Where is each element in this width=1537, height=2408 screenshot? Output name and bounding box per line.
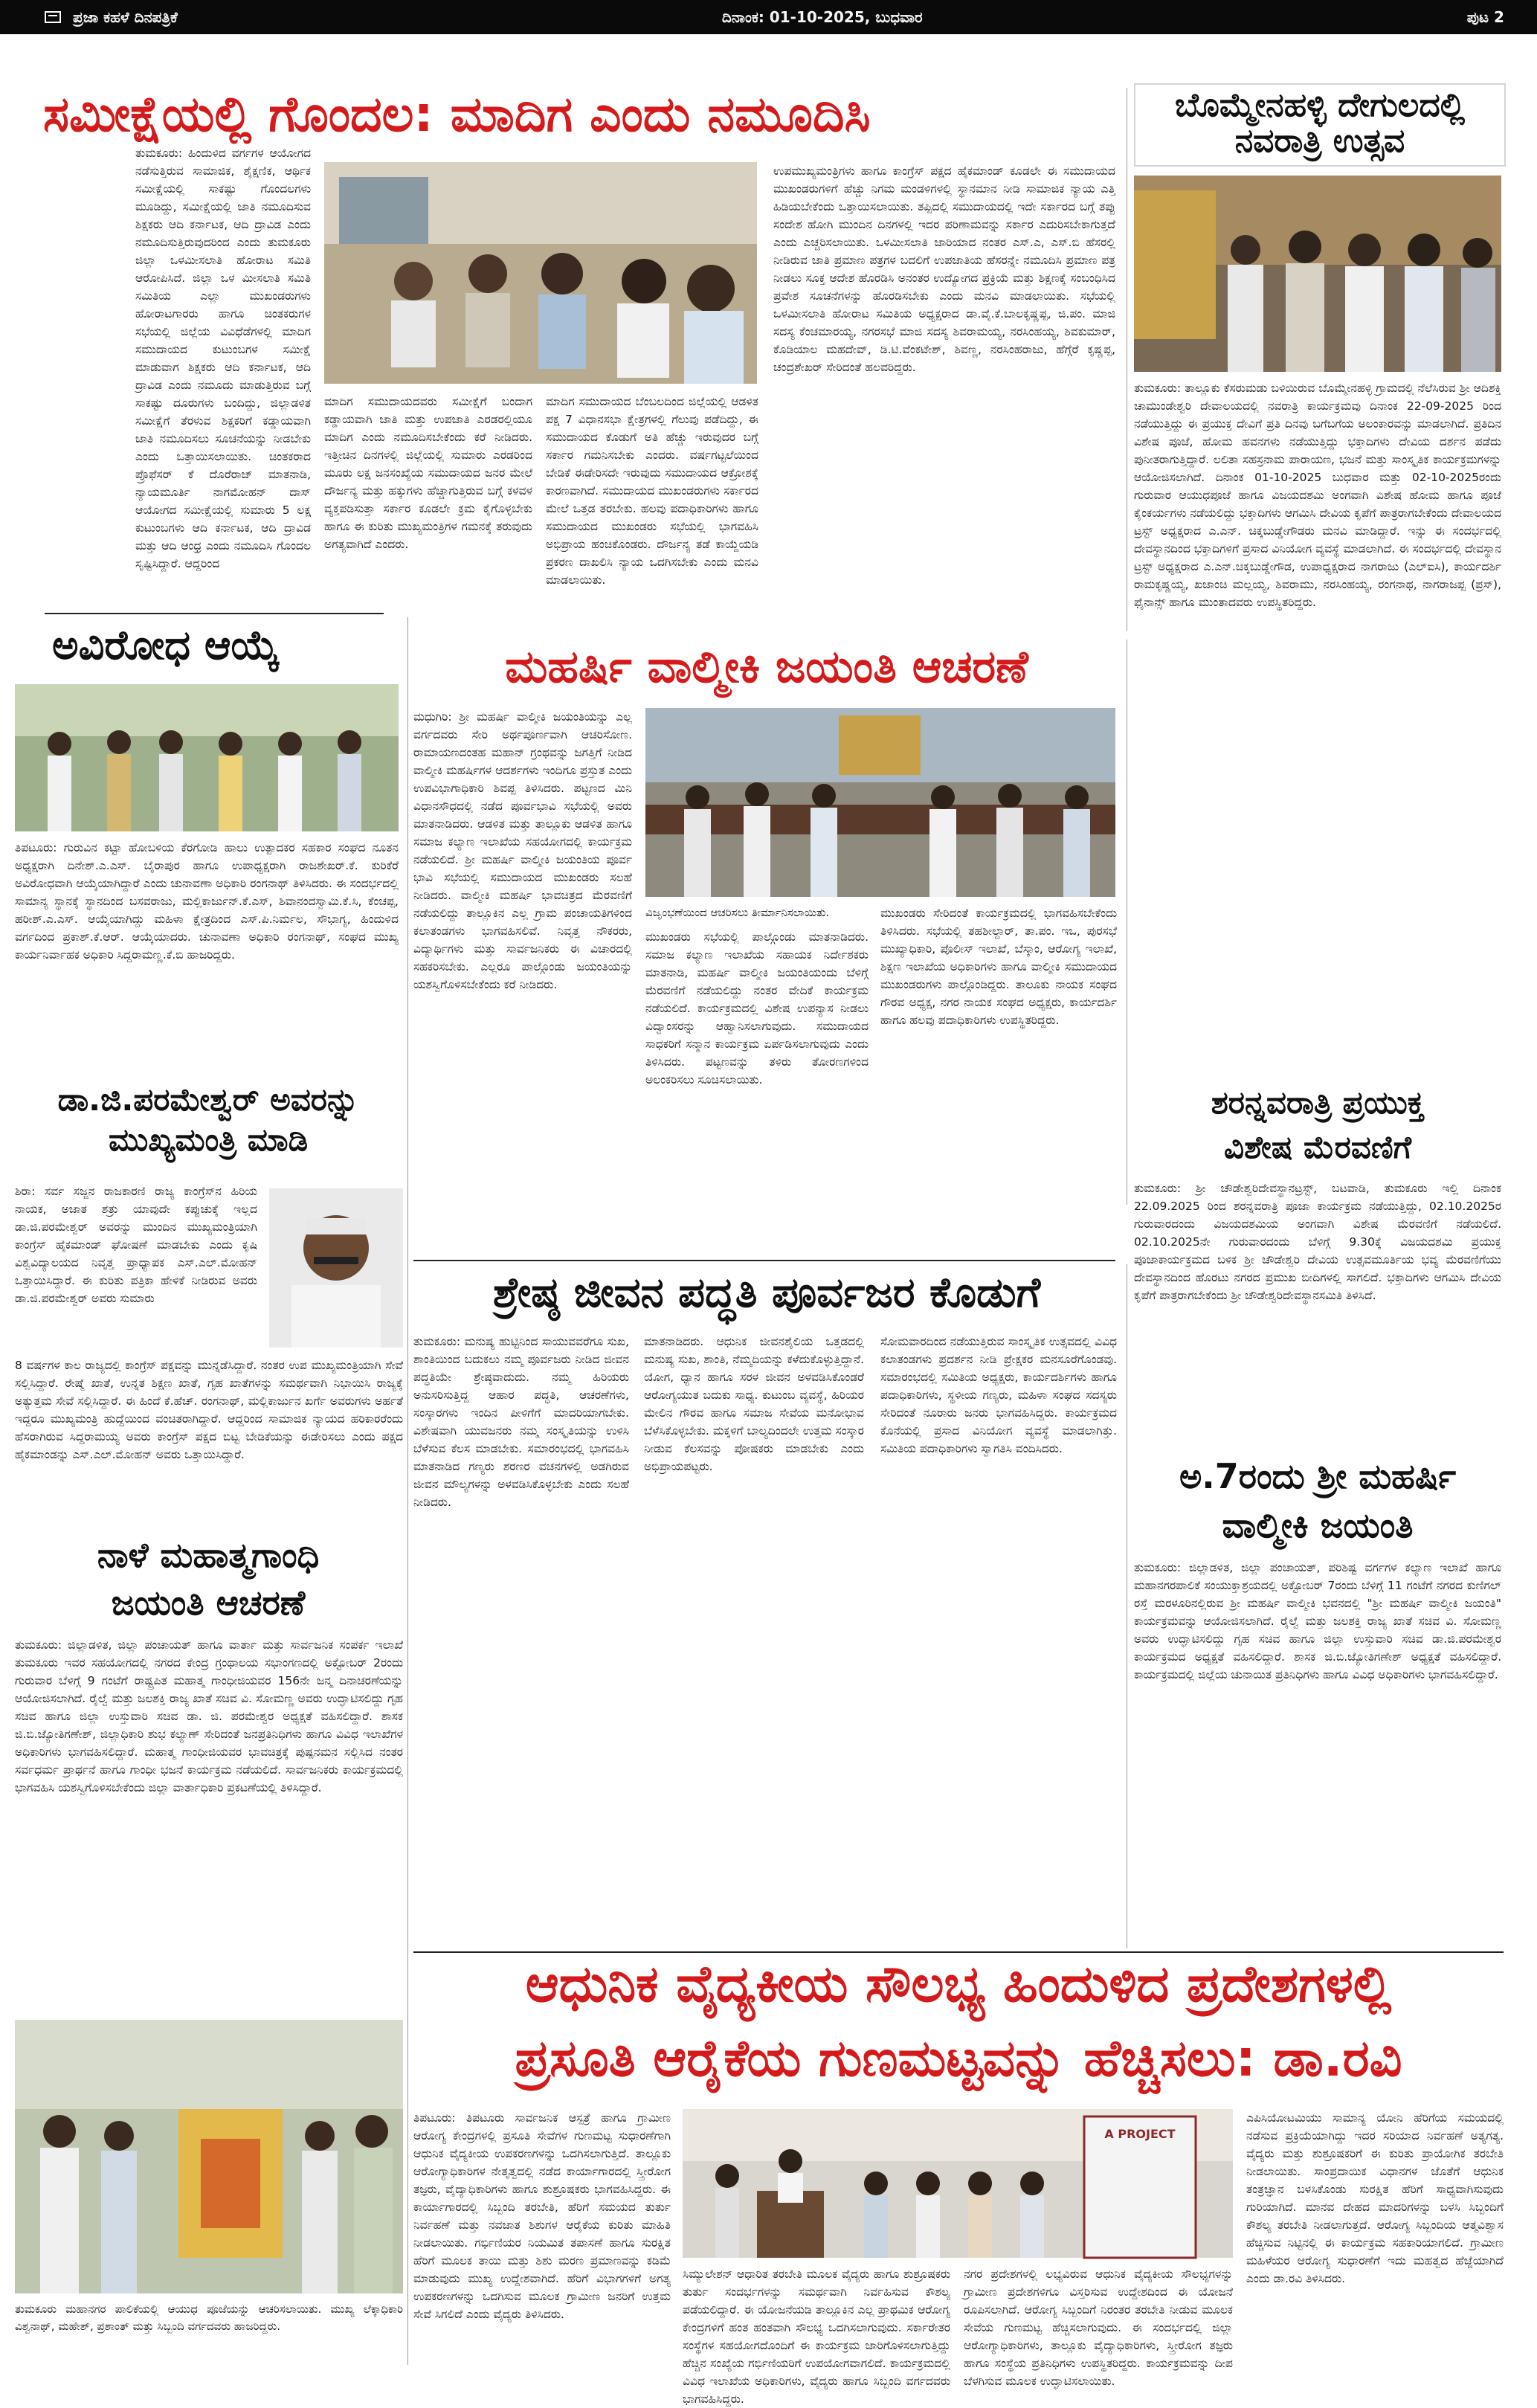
story9-headline: ಶ್ರೇಷ್ಠ ಜೀವನ ಪದ್ಧತಿ ಪೂರ್ವಜರ ಕೊಡುಗೆ (492, 1269, 1041, 1317)
story6-photo-caption: ವಿಜೃಂಭಣೆಯಿಂದ ಆಚರಿಸಲು ತೀರ್ಮಾನಿಸಲಾಯಿತು. (645, 906, 830, 919)
story1-headline: ಸಮೀಕ್ಷೆಯಲ್ಲಿ ಗೊಂದಲ: ಮಾದಿಗ ಎಂದು ನಮೂದಿಸಿ (43, 86, 871, 143)
story3-photo (15, 684, 399, 831)
story2-headline-line2: ನವರಾತ್ರಿ ಉತ್ಸವ (1234, 122, 1405, 161)
date-line: ದಿನಾಂಕ: 01-10-2025, ಬುಧವಾರ (721, 8, 923, 26)
story2-photo (1134, 176, 1501, 372)
paper-name: ಪ್ರಜಾ ಕಹಳೆ ದಿನಪತ್ರಿಕೆ (73, 8, 178, 26)
story8-headline-line1: ಅ.7ರಂದು ಶ್ರೀ ಮಹರ್ಷಿ (1179, 1456, 1457, 1496)
story10-photo (683, 2109, 1233, 2258)
story4-body-bottom: 8 ವರ್ಷಗಳ ಕಾಲ ರಾಜ್ಯದಲ್ಲಿ ಕಾಂಗ್ರೆಸ್ ಪಕ್ಷವನ್ನು ಮುನ್ನಡೆಸಿದ್ದಾರೆ. ನಂತರ ಉಪ ಮುಖ್ಯಮಂತ್ರಿಯಾಗಿ ಸೇವೆ ಸಲ್ಲಿಸಿದ್ದಾರೆ. ರೇಷ್ಮೆ ಖಾತೆ, ಉನ್ನತ ಶಿಕ್ಷಣ ಖಾತೆ, ಗೃಹ ಖಾತೆಗಳನ್ನು ಸಮರ್ಥವಾಗಿ ನಿಭಾಯಿಸಿ ರಾಜ್ಯಕ್ಕೆ ಅತ್ಯುತ್ತಮ ಸೇವೆ ಸಲ್ಲಿಸಿದ್ದಾರೆ. ಈ ಹಿಂದೆ ಕೆ.ಹೆಚ್. ರಂಗನಾಥ್, ಮಲ್ಲಿಕಾರ್ಜುನ ಖರ್ಗೆ ಅವರುಗಳು ಅರ್ಹತೆ ಇದ್ದರೂ ಮುಖ್ಯಮಂತ್ರಿ ಹುದ್ದೆಯಿಂದ ವಂಚಿತರಾಗಿದ್ದಾರೆ. ಆದ್ದರಿಂದ ಸಾಮಾಜಿಕ ನ್ಯಾಯದ ಹರಿಕಾರರೆಂದು ಹೆಸರಾಗಿರುವ ಸಿದ್ದರಾಮಯ್ಯ ಅವರು ಕಾಂಗ್ರೆಸ್ ಪಕ್ಷದ ಬಿಟ್ಟ ಬೇಡಿಕೆಯನ್ನು ಈಡೇರಿಸಲು ಎಂದು ಪಕ್ಷದ ಹೈಕಮಾಂಡನ್ನು ಎಸ್.ಎಲ್.ಮೋಹನ್ ಅವರು ಒತ್ತಾಯಿಸಿದ್ದಾರೆ. (15, 1359, 403, 1462)
story5-photo (15, 2020, 403, 2293)
story6-col3: ಮುಖಂಡರು ಸೇರಿದಂತೆ ಕಾರ್ಯಕ್ರಮದಲ್ಲಿ ಭಾಗವಹಿಸಬೇಕೆಂದು ತಿಳಿಸಿದರು. ಸಭೆಯಲ್ಲಿ ತಹಶೀಲ್ದಾರ್, ತಾ.ಪಂ. ಇಒ, ಪುರಸಭೆ ಮುಖ್ಯಾಧಿಕಾರಿ, ಪೊಲೀಸ್ ಇಲಾಖೆ, ಬೆಸ್ಕಾಂ, ಆರೋಗ್ಯ ಇಲಾಖೆ, ಶಿಕ್ಷಣ ಇಲಾಖೆಯ ಅಧಿಕಾರಿಗಳು ಹಾಗೂ ವಾಲ್ಮೀಕಿ ಸಮುದಾಯದ ಮುಖಂಡರುಗಳು ಪಾಲ್ಗೊಂಡಿದ್ದರು. ತಾಲೂಕು ನಾಯಕ ಸಂಘದ ಗೌರವ ಅಧ್ಯಕ್ಷ, ನಗರ ನಾಯಕ ಸಂಘದ ಅಧ್ಯಕ್ಷರು, ಕಾರ್ಯದರ್ಶಿ ಹಾಗೂ ಹಲವು ಪದಾಧಿಕಾರಿಗಳು ಉಪಸ್ಥಿತರಿದ್ದರು. (880, 907, 1117, 1028)
story6-col1: ಮಧುಗಿರಿ: ಶ್ರೀ ಮಹರ್ಷಿ ವಾಲ್ಮೀಕಿ ಜಯಂತಿಯನ್ನು ಎಲ್ಲ ವರ್ಗದವರು ಸೇರಿ ಅರ್ಥಪೂರ್ಣವಾಗಿ ಆಚರಿಸೋಣ. ರಾಮಾಯಣದಂತಹ ಮಹಾನ್ ಗ್ರಂಥವನ್ನು ಜಗತ್ತಿಗೆ ನೀಡಿದ ವಾಲ್ಮೀಕಿ ಮಹರ್ಷಿಗಳ ಆದರ್ಶಗಳು ಇಂದಿಗೂ ಪ್ರಸ್ತುತ ಎಂದು ಉಪವಿಭಾಗಾಧಿಕಾರಿ ಶಿವಪ್ಪ ತಿಳಿಸಿದರು. ಪಟ್ಟಣದ ಮಿನಿ ವಿಧಾನಸೌಧದಲ್ಲಿ ನಡೆದ ಪೂರ್ವಭಾವಿ ಸಭೆಯಲ್ಲಿ ಅವರು ಮಾತನಾಡಿದರು. ಆಡಳಿತ ಮತ್ತು ತಾಲ್ಲೂಕು ಆಡಳಿತ ಹಾಗೂ ಸಮಾಜ ಕಲ್ಯಾಣ ಇಲಾಖೆಯ ಸಹಯೋಗದಲ್ಲಿ ಕಾರ್ಯಕ್ರಮ ನಡೆಯಲಿದೆ. ಶ್ರೀ ಮಹರ್ಷಿ ವಾಲ್ಮೀಕಿ ಜಯಂತಿಯ ಪೂರ್ವ ಭಾವಿ ಸಭೆಯಲ್ಲಿ ಸಮುದಾಯದ ಮುಖಂಡರು ಸಲಹೆ ನೀಡಿದರು. ವಾಲ್ಮೀಕಿ ಮಹರ್ಷಿ ಭಾವಚಿತ್ರದ ಮೆರವಣಿಗೆ ನಡೆಯಲಿದ್ದು ತಾಲ್ಲೂಕಿನ ಎಲ್ಲ ಗ್ರಾಮ ಪಂಚಾಯತಿಗಳಿಂದ ಕಲಾತಂಡಗಳು ಭಾಗವಹಿಸಲಿವೆ. ನಿವೃತ್ತ ನೌಕರರು, ವಿದ್ಯಾರ್ಥಿಗಳು ಮತ್ತು ಸಾರ್ವಜನಿಕರು ಈ ವಿಚಾರದಲ್ಲಿ ಸಹಕರಿಸಬೇಕು. ಎಲ್ಲರೂ ಪಾಲ್ಗೊಂಡು ಜಯಂತಿಯನ್ನು ಯಶಸ್ವಿಗೊಳಿಸಬೇಕೆಂದು ಕರೆ ನೀಡಿದರು. (413, 710, 632, 992)
story1-col1: ತುಮಕೂರು: ಹಿಂದುಳಿದ ವರ್ಗಗಳ ಆಯೋಗದ ನಡೆಸುತ್ತಿರುವ ಸಾಮಾಜಿಕ, ಶೈಕ್ಷಣಿಕ, ಆರ್ಥಿಕ ಸಮೀಕ್ಷೆಯಲ್ಲಿ ಸಾಕಷ್ಟು ಗೊಂದಲಗಳು ಮೂಡಿದ್ದು, ಸಮೀಕ್ಷೆಯಲ್ಲಿ ಜಾತಿ ನಮೂದಿಸುವ ಶಿಕ್ಷಕರು ಆದಿ ಕರ್ನಾಟಕ, ಆದಿ ದ್ರಾವಿಡ ಎಂದು ನಮೂದಿಸುತ್ತಿರುವುದರಿಂದ ಎಂದು ತುಮಕೂರು ಜಿಲ್ಲಾ ಒಳಮೀಸಲಾತಿ ಹೋರಾಟ ಸಮಿತಿ ಆರೋಪಿಸಿದೆ. ಜಿಲ್ಲಾ ಒಳ ಮೀಸಲಾತಿ ಸಮಿತಿ ಸಮಿತಿಯ ಎಲ್ಲಾ ಮುಖಂಡರುಗಳು ಹೋರಾಟಗಾರರು ಹಾಗೂ ಚಿಂತಕರುಗಳ ಸಭೆಯಲ್ಲಿ ಜಿಲ್ಲೆಯ ವಿವಿಧೆಡೆಗಳಲ್ಲಿ ಮಾದಿಗ ಸಮುದಾಯದ ಕುಟುಂಬಗಳ ಸಮೀಕ್ಷೆ ಮಾಡುವಾಗ ಶಿಕ್ಷಕರು ಆದಿ ಕರ್ನಾಟಕ, ಆದಿ ದ್ರಾವಿಡ ಎಂದು ನಮೂದು ಮಾಡುತ್ತಿರುವ ಬಗ್ಗೆ ಸಾಕಷ್ಟು ದೂರುಗಳು ಬಂದಿದ್ದು, ಜಿಲ್ಲಾಡಳಿತ ಸಮೀಕ್ಷೆಗೆ ತೆರಳುವ ಶಿಕ್ಷಕರಿಗೆ ಕಡ್ಡಾಯವಾಗಿ ಜಾತಿ ನಮೂದಿಸಲು ಸೂಚನೆಯನ್ನು ನೀಡಬೇಕು ಎಂದು ಒತ್ತಾಯಿಸಲಾಯಿತು. ಚಿಂತಕರಾದ ಪ್ರೊಫೆಸರ್ ಕೆ ದೊರೆರಾಜ್ ಮಾತನಾಡಿ, ನ್ಯಾಯಮೂರ್ತಿ ನಾಗಮೋಹನ್ ದಾಸ್ ಆಯೋಗದ ಸಮೀಕ್ಷೆಯಲ್ಲಿ ಸುಮಾರು 5 ಲಕ್ಷ ಕುಟುಂಬಗಳು ಆದಿ ಕರ್ನಾಟಕ, ಆದಿ ದ್ರಾವಿಡ ಮತ್ತು ಆದಿ ಆಂಧ್ರ ಎಂದು ನಮೂದಿಸಿ ಗೊಂದಲ ಸೃಷ್ಟಿಸಿದ್ದಾರೆ. ಆದ್ದರಿಂದ (135, 147, 311, 571)
story4-portrait (269, 1188, 403, 1348)
section-rule (413, 1951, 1504, 1953)
story8-headline-line2: ವಾಲ್ಮೀಕಿ ಜಯಂತಿ (1222, 1505, 1414, 1545)
story10-headline-line2: ಪ್ರಸೂತಿ ಆರೈಕೆಯ ಗುಣಮಟ್ಟವನ್ನು ಹೆಚ್ಚಿಸಲು: ಡಾ.ರವಿ (515, 2029, 1402, 2088)
story9-col1: ತುಮಕೂರು: ಮನುಷ್ಯ ಹುಟ್ಟಿನಿಂದ ಸಾಯುವವರೆಗೂ ಸುಖ, ಶಾಂತಿಯಿಂದ ಬದುಕಲು ನಮ್ಮ ಪೂರ್ವಜರು ನೀಡಿದ ಜೀವನ ಪದ್ಧತಿಯೇ ಶ್ರೇಷ್ಠವಾದುದು. ನಮ್ಮ ಹಿರಿಯರು ಅನುಸರಿಸುತ್ತಿದ್ದ ಆಹಾರ ಪದ್ಧತಿ, ಆಚರಣೆಗಳು, ಸಂಸ್ಕಾರಗಳು ಇಂದಿನ ಪೀಳಿಗೆಗೆ ಮಾದರಿಯಾಗಬೇಕು. ವಿಶೇಷವಾಗಿ ಯುವಜನರು ನಮ್ಮ ಸಂಸ್ಕೃತಿಯನ್ನು ಉಳಿಸಿ ಬೆಳೆಸುವ ಕೆಲಸ ಮಾಡಬೇಕು. ಸಮಾರಂಭದಲ್ಲಿ ಭಾಗವಹಿಸಿ ಮಾತನಾಡಿದ ಗಣ್ಯರು ಶರಣರ ವಚನಗಳಲ್ಲಿ ಅಡಗಿರುವ ಜೀವನ ಮೌಲ್ಯಗಳನ್ನು ಅಳವಡಿಸಿಕೊಳ್ಳಬೇಕು ಎಂದು ಸಲಹೆ ನೀಡಿದರು. (413, 1335, 629, 1510)
story6-headline: ಮಹರ್ಷಿ ವಾಲ್ಮೀಕಿ ಜಯಂತಿ ಆಚರಣೆ (505, 641, 1028, 693)
story3-headline: ಅವಿರೋಧ ಆಯ್ಕೆ (52, 622, 280, 669)
story8-body: ತುಮಕೂರು: ಜಿಲ್ಲಾಡಳಿತ, ಜಿಲ್ಲಾ ಪಂಚಾಯತ್, ಪರಿಶಿಷ್ಟ ವರ್ಗಗಳ ಕಲ್ಯಾಣ ಇಲಾಖೆ ಹಾಗೂ ಮಹಾನಗರಪಾಲಿಕೆ ಸಂಯುಕ್ತಾಶ್ರಯದಲ್ಲಿ ಅಕ್ಟೋಬರ್ 7ರಂದು ಬೆಳಿಗ್ಗೆ 11 ಗಂಟೆಗೆ ನಗರದ ಕುಣಿಗಲ್ ರಸ್ತೆ ಮರಳೂರಿನಲ್ಲಿರುವ ಶ್ರೀ ಮಹರ್ಷಿ ವಾಲ್ಮೀಕಿ ಭವನದಲ್ಲಿ "ಶ್ರೀ ಮಹರ್ಷಿ ವಾಲ್ಮೀಕಿ ಜಯಂತಿ" ಕಾರ್ಯಕ್ರಮವನ್ನು ಆಯೋಜಿಸಲಾಗಿದೆ. ರೈಲ್ವೆ ಮತ್ತು ಜಲಶಕ್ತಿ ರಾಜ್ಯ ಖಾತೆ ಸಚಿವ ವಿ. ಸೋಮಣ್ಣ ಅವರು ಉದ್ಘಾಟಿಸಲಿದ್ದು ಗೃಹ ಸಚಿವ ಹಾಗೂ ಜಿಲ್ಲಾ ಉಸ್ತುವಾರಿ ಸಚಿವ ಡಾ.ಜಿ.ಪರಮೇಶ್ವರ ಕಾರ್ಯಕ್ರಮದ ಅಧ್ಯಕ್ಷತೆ ವಹಿಸಲಿದ್ದಾರೆ. ಶಾಸಕ ಜಿ.ಬಿ.ಜ್ಯೋತಿಗಣೇಶ್ ಅಧ್ಯಕ್ಷತೆ ವಹಿಸಲಿದ್ದಾರೆ. ಕಾರ್ಯಕ್ರಮದಲ್ಲಿ ಜಿಲ್ಲೆಯ ಚುನಾಯಿತ ಪ್ರತಿನಿಧಿಗಳು ಹಾಗೂ ವಿವಿಧ ಅಧಿಕಾರಿಗಳು ಭಾಗವಹಿಸಲಿದ್ದಾರೆ. (1134, 1561, 1501, 1682)
story9-col2: ಮಾತನಾಡಿದರು. ಆಧುನಿಕ ಜೀವನಶೈಲಿಯ ಒತ್ತಡದಲ್ಲಿ ಮನುಷ್ಯ ಸುಖ, ಶಾಂತಿ, ನೆಮ್ಮದಿಯನ್ನು ಕಳೆದುಕೊಳ್ಳುತ್ತಿದ್ದಾನೆ. ಯೋಗ, ಧ್ಯಾನ ಹಾಗೂ ಸರಳ ಜೀವನ ಅಳವಡಿಸಿಕೊಂಡರೆ ಆರೋಗ್ಯಯುತ ಬದುಕು ಸಾಧ್ಯ. ಕುಟುಂಬ ವ್ಯವಸ್ಥೆ, ಹಿರಿಯರ ಮೇಲಿನ ಗೌರವ ಹಾಗೂ ಸಮಾಜ ಸೇವೆಯ ಮನೋಭಾವ ಬೆಳೆಸಿಕೊಳ್ಳಬೇಕು. ಮಕ್ಕಳಿಗೆ ಬಾಲ್ಯದಿಂದಲೇ ಉತ್ತಮ ಸಂಸ್ಕಾರ ನೀಡುವ ಕೆಲಸವನ್ನು ಪೋಷಕರು ಮಾಡಬೇಕು ಎಂದು ಅಭಿಪ್ರಾಯಪಟ್ಟರು. (644, 1335, 864, 1474)
story6-photo (645, 708, 1115, 897)
story5-body: ತುಮಕೂರು: ಜಿಲ್ಲಾಡಳಿತ, ಜಿಲ್ಲಾ ಪಂಚಾಯತ್ ಹಾಗೂ ವಾರ್ತಾ ಮತ್ತು ಸಾರ್ವಜನಿಕ ಸಂಪರ್ಕ ಇಲಾಖೆ ತುಮಕೂರು ಇವರ ಸಹಯೋಗದಲ್ಲಿ ನಗರದ ಕೇಂದ್ರ ಗ್ರಂಥಾಲಯ ಸಭಾಂಗಣದಲ್ಲಿ ಅಕ್ಟೋಬರ್ 2ರಂದು ಗುರುವಾರ ಬೆಳಿಗ್ಗೆ 9 ಗಂಟೆಗೆ ರಾಷ್ಟ್ರಪಿತ ಮಹಾತ್ಮ ಗಾಂಧೀಜಿಯವರ 156ನೇ ಜನ್ಮ ದಿನಾಚರಣೆಯನ್ನು ಆಯೋಜಿಸಲಾಗಿದೆ. ರೈಲ್ವೆ ಮತ್ತು ಜಲಶಕ್ತಿ ರಾಜ್ಯ ಖಾತೆ ಸಚಿವ ವಿ. ಸೋಮಣ್ಣ ಅವರು ಉದ್ಘಾಟಿಸಲಿದ್ದು ಗೃಹ ಸಚಿವ ಹಾಗೂ ಜಿಲ್ಲಾ ಉಸ್ತುವಾರಿ ಸಚಿವ ಡಾ. ಜಿ. ಪರಮೇಶ್ವರ ಅಧ್ಯಕ್ಷತೆ ವಹಿಸಲಿದ್ದಾರೆ. ಶಾಸಕ ಜಿ.ಬಿ.ಜ್ಯೋತಿಗಣೇಶ್, ಜಿಲ್ಲಾಧಿಕಾರಿ ಶುಭ ಕಲ್ಯಾಣ್ ಸೇರಿದಂತೆ ಜನಪ್ರತಿನಿಧಿಗಳು ಹಾಗೂ ವಿವಿಧ ಇಲಾಖೆಗಳ ಅಧಿಕಾರಿಗಳು ಭಾಗವಹಿಸಲಿದ್ದಾರೆ. ಮಹಾತ್ಮ ಗಾಂಧೀಜಿಯವರ ಭಾವಚಿತ್ರಕ್ಕೆ ಪುಷ್ಪನಮನ ಸಲ್ಲಿಸಿದ ನಂತರ ಸರ್ವಧರ್ಮ ಪ್ರಾರ್ಥನೆ ಹಾಗೂ ಗಾಂಧೀ ಭಜನೆ ಕಾರ್ಯಕ್ರಮ ನಡೆಯಲಿದೆ. ಸಾರ್ವಜನಿಕರು ಕಾರ್ಯಕ್ರಮದಲ್ಲಿ ಭಾಗವಹಿಸಿ ಯಶಸ್ವಿಗೊಳಿಸಬೇಕೆಂದು ಜಿಲ್ಲಾ ವಾರ್ತಾಧಿಕಾರಿ ಪ್ರಕಟಣೆಯಲ್ಲಿ ತಿಳಿಸಿದ್ದಾರೆ. (15, 1638, 403, 1795)
story9-col3: ಸೋಮವಾರದಿಂದ ನಡೆಯುತ್ತಿರುವ ಸಾಂಸ್ಕೃತಿಕ ಉತ್ಸವದಲ್ಲಿ ವಿವಿಧ ಕಲಾತಂಡಗಳು ಪ್ರದರ್ಶನ ನೀಡಿ ಪ್ರೇಕ್ಷಕರ ಮನಸೂರೆಗೊಂಡವು. ಸಮಾರಂಭದಲ್ಲಿ ಸಮಿತಿಯ ಅಧ್ಯಕ್ಷರು, ಕಾರ್ಯದರ್ಶಿಗಳು ಹಾಗೂ ಪದಾಧಿಕಾರಿಗಳು, ಸ್ಥಳೀಯ ಗಣ್ಯರು, ಮಹಿಳಾ ಸಂಘದ ಸದಸ್ಯರು ಸೇರಿದಂತೆ ನೂರಾರು ಜನರು ಭಾಗವಹಿಸಿದ್ದರು. ಕಾರ್ಯಕ್ರಮದ ಕೊನೆಯಲ್ಲಿ ಪ್ರಸಾದ ವಿನಿಯೋಗ ವ್ಯವಸ್ಥೆ ಮಾಡಲಾಗಿತ್ತು. ಸಮಿತಿಯ ಪದಾಧಿಕಾರಿಗಳು ಸ್ವಾಗತಿಸಿ ವಂದಿಸಿದರು. (880, 1335, 1117, 1456)
story1-col2: ಮಾದಿಗ ಸಮುದಾಯದವರು ಸಮೀಕ್ಷೆಗೆ ಬಂದಾಗ ಕಡ್ಡಾಯವಾಗಿ ಜಾತಿ ಮತ್ತು ಉಪಜಾತಿ ಎರಡರಲ್ಲಿಯೂ ಮಾದಿಗ ಎಂದು ನಮೂದಿಸಬೇಕೆಂದು ಕರೆ ನೀಡಿದರು. ಇತ್ತೀಚಿನ ದಿನಗಳಲ್ಲಿ ಜಿಲ್ಲೆಯಲ್ಲಿ ಸುಮಾರು ಎರಡರಿಂದ ಮೂರು ಲಕ್ಷ ಜನಸಂಖ್ಯೆಯ ಸಮುದಾಯದ ಜನರ ಮೇಲೆ ದೌರ್ಜನ್ಯ ಮತ್ತು ಹಕ್ಕುಗಳು ಹೆಚ್ಚಾಗುತ್ತಿರುವ ಬಗ್ಗೆ ಕಳವಳ ವ್ಯಕ್ತಪಡಿಸುತ್ತಾ ಸರ್ಕಾರ ಕೂಡಲೇ ಕ್ರಮ ಕೈಗೊಳ್ಳಬೇಕು ಹಾಗೂ ಈ ಕುರಿತು ಮುಖ್ಯಮಂತ್ರಿಗಳ ಗಮನಕ್ಕೆ ತರುವುದು ಅಗತ್ಯವಾಗಿದೆ ಎಂದರು. (324, 395, 532, 552)
story4-body-top: ಶಿರಾ: ಸರ್ವ ಸಜ್ಜನ ರಾಜಕಾರಣಿ ರಾಜ್ಯ ಕಾಂಗ್ರೆಸ್‌ನ ಹಿರಿಯ ನಾಯಕ, ಅಜಾತ ಶತ್ರು ಯಾವುದೇ ಕಪ್ಪುಚುಕ್ಕೆ ಇಲ್ಲದ ಡಾ.ಜಿ.ಪರಮೇಶ್ವರ್ ಅವರನ್ನು ಮುಂದಿನ ಮುಖ್ಯಮಂತ್ರಿಯಾಗಿ ಕಾಂಗ್ರೆಸ್ ಹೈಕಮಾಂಡ್ ಘೋಷಣೆ ಮಾಡಬೇಕು ಎಂದು ಕೃಷಿ ವಿಶ್ವವಿದ್ಯಾಲಯದ ನಿವೃತ್ತ ಪ್ರಾಧ್ಯಾಪಕ ಎಸ್.ಎಲ್.ಮೋಹನ್ ಒತ್ತಾಯಿಸಿದ್ದಾರೆ. ಈ ಕುರಿತು ಪತ್ರಿಕಾ ಹೇಳಿಕೆ ನೀಡಿರುವ ಅವರು ಡಾ.ಜಿ.ಪರಮೇಶ್ವರ್ ಅವರು ಸುಮಾರು (15, 1185, 257, 1306)
story7-headline-line2: ವಿಶೇಷ ಮೆರವಣಿಗೆ (1223, 1129, 1411, 1165)
story10-col2: ಸಿಮ್ಯುಲೇಶನ್ ಆಧಾರಿತ ತರಬೇತಿ ಮೂಲಕ ವೈದ್ಯರು ಹಾಗೂ ಶುಶ್ರೂಷಕರು ತುರ್ತು ಸಂದರ್ಭಗಳನ್ನು ಸಮರ್ಥವಾಗಿ ನಿರ್ವಹಿಸುವ ಕೌಶಲ್ಯ ಪಡೆಯಲಿದ್ದಾರೆ. ಈ ಯೋಜನೆಯಡಿ ತಾಲ್ಲೂಕಿನ ಎಲ್ಲ ಪ್ರಾಥಮಿಕ ಆರೋಗ್ಯ ಕೇಂದ್ರಗಳಿಗೆ ಹಂತ ಹಂತವಾಗಿ ಸೌಲಭ್ಯ ಒದಗಿಸಲಾಗುವುದು. ಸರ್ಕಾರೇತರ ಸಂಸ್ಥೆಗಳ ಸಹಯೋಗದೊಂದಿಗೆ ಈ ಕಾರ್ಯಕ್ರಮ ಜಾರಿಗೊಳಿಸಲಾಗುತ್ತಿದ್ದು ಹೆಚ್ಚಿನ ಸಂಖ್ಯೆಯ ಗರ್ಭಿಣಿಯರಿಗೆ ಉಪಯೋಗವಾಗಲಿದೆ. ಕಾರ್ಯಕ್ರಮದಲ್ಲಿ ವಿವಿಧ ಇಲಾಖೆಯ ಅಧಿಕಾರಿಗಳು, ವೈದ್ಯರು ಹಾಗೂ ಸಿಬ್ಬಂದಿ ವರ್ಗದವರು ಭಾಗವಹಿಸಿದ್ದರು. (683, 2267, 950, 2407)
story10-col3: ನಗರ ಪ್ರದೇಶಗಳಲ್ಲಿ ಲಭ್ಯವಿರುವ ಆಧುನಿಕ ವೈದ್ಯಕೀಯ ಸೌಲಭ್ಯಗಳನ್ನು ಗ್ರಾಮೀಣ ಪ್ರದೇಶಗಳಿಗೂ ವಿಸ್ತರಿಸುವ ಉದ್ದೇಶದಿಂದ ಈ ಯೋಜನೆ ರೂಪಿಸಲಾಗಿದೆ. ಆರೋಗ್ಯ ಸಿಬ್ಬಂದಿಗೆ ನಿರಂತರ ತರಬೇತಿ ನೀಡುವ ಮೂಲಕ ಸೇವೆಯ ಗುಣಮಟ್ಟ ಹೆಚ್ಚಿಸಲಾಗುವುದು. ಈ ಸಂದರ್ಭದಲ್ಲಿ ಜಿಲ್ಲಾ ಆರೋಗ್ಯಾಧಿಕಾರಿಗಳು, ತಾಲ್ಲೂಕು ವೈದ್ಯಾಧಿಕಾರಿಗಳು, ಸ್ತ್ರೀರೋಗ ತಜ್ಞರು ಹಾಗೂ ಸಂಸ್ಥೆಯ ಪ್ರತಿನಿಧಿಗಳು ಉಪಸ್ಥಿತರಿದ್ದರು. ಕಾರ್ಯಕ್ರಮವನ್ನು ದೀಪ ಬೆಳಗಿಸುವ ಮೂಲಕ ಉದ್ಘಾಟಿಸಲಾಯಿತು. (964, 2267, 1233, 2389)
story10-col1: ತಿಪಟೂರು: ತಿಪಟೂರು ಸಾರ್ವಜನಿಕ ಆಸ್ಪತ್ರೆ ಹಾಗೂ ಗ್ರಾಮೀಣ ಆರೋಗ್ಯ ಕೇಂದ್ರಗಳಲ್ಲಿ ಪ್ರಸೂತಿ ಸೇವೆಗಳ ಗುಣಮಟ್ಟ ಸುಧಾರಣೆಗಾಗಿ ಆಧುನಿಕ ವೈದ್ಯಕೀಯ ಉಪಕರಣಗಳನ್ನು ಒದಗಿಸಲಾಗುತ್ತಿದೆ. ತಾಲ್ಲೂಕು ಆರೋಗ್ಯಾಧಿಕಾರಿಗಳ ನೇತೃತ್ವದಲ್ಲಿ ನಡೆದ ಕಾರ್ಯಾಗಾರದಲ್ಲಿ ಸ್ತ್ರೀರೋಗ ತಜ್ಞರು, ವೈದ್ಯಾಧಿಕಾರಿಗಳು ಹಾಗೂ ಶುಶ್ರೂಷಕರು ಭಾಗವಹಿಸಿದ್ದರು. ಈ ಕಾರ್ಯಾಗಾರದಲ್ಲಿ ಸಿಬ್ಬಂದಿ ತರಬೇತಿ, ಹೆರಿಗೆ ಸಮಯದ ತುರ್ತು ನಿರ್ವಹಣೆ ಮತ್ತು ನವಜಾತ ಶಿಶುಗಳ ಆರೈಕೆಯ ಕುರಿತು ಮಾಹಿತಿ ನೀಡಲಾಯಿತು. ಗರ್ಭಿಣಿಯರ ನಿಯಮಿತ ತಪಾಸಣೆ ಹಾಗೂ ಸುರಕ್ಷಿತ ಹೆರಿಗೆ ಮೂಲಕ ತಾಯಿ ಮತ್ತು ಶಿಶು ಮರಣ ಪ್ರಮಾಣವನ್ನು ಕಡಿಮೆ ಮಾಡುವುದು ಮುಖ್ಯ ಉದ್ದೇಶವಾಗಿದೆ. ಹೆರಿಗೆ ವಿಭಾಗಗಳಿಗೆ ಅಗತ್ಯ ಉಪಕರಣಗಳನ್ನು ಒದಗಿಸುವ ಮೂಲಕ ಗ್ರಾಮೀಣ ಜನರಿಗೆ ಉತ್ತಮ ಸೇವೆ ಸಿಗಲಿದೆ ಎಂದು ವೈದ್ಯರು ತಿಳಿಸಿದರು. (413, 2111, 671, 2322)
column-divider (407, 617, 408, 2365)
story7-body: ತುಮಕೂರು: ಶ್ರೀ ಚೌಡೇಶ್ವರಿದೇವಸ್ಥಾನಟ್ರಸ್ಟ್, ಬಟವಾಡಿ, ತುಮಕೂರು ಇಲ್ಲಿ ದಿನಾಂಕ 22.09.2025 ರಿಂದ ಶರನ್ನವರಾತ್ರಿ ಪೂಜಾ ಕಾರ್ಯಕ್ರಮ ನಡೆಯುತ್ತಿದ್ದು, 02.10.2025ರ ಗುರುವಾರದಂದು ವಿಜಯದಶಮಿಯ ಅಂಗವಾಗಿ ವಿಶೇಷ ಮೆರವಣಿಗೆ ನಡೆಯಲಿದೆ. 02.10.2025ನೇ ಗುರುವಾರದಂದು ಬೆಳಿಗ್ಗೆ 9.30ಕ್ಕೆ ವಿಜಯದಶಮಿ ಪ್ರಯುಕ್ತ ಪೂಜಾಕಾರ್ಯಕ್ರಮದ ಬಳಿಕ ಶ್ರೀ ಚೌಡೇಶ್ವರಿ ದೇವಿಯ ಉತ್ಸವಮೂರ್ತಿಯ ಭವ್ಯ ಮೆರವಣಿಗೆಯು ದೇವಸ್ಥಾನದಿಂದ ಹೊರಟು ನಗರದ ಪ್ರಮುಖ ಬೀದಿಗಳಲ್ಲಿ ಸಾಗಲಿದೆ. ಭಕ್ತಾದಿಗಳು ಆಗಮಿಸಿ ದೇವಿಯ ಕೃಪೆಗೆ ಪಾತ್ರರಾಗಬೇಕೆಂದು ಶ್ರೀ ಚೌಡೇಶ್ವರಿದೇವಸ್ಥಾನಸಮಿತಿ ತಿಳಿಸಿದೆ. (1134, 1182, 1501, 1303)
story1-col4: ಉಪಮುಖ್ಯಮಂತ್ರಿಗಳು ಹಾಗೂ ಕಾಂಗ್ರೆಸ್ ಪಕ್ಷದ ಹೈಕಮಾಂಡ್ ಕೂಡಲೇ ಈ ಸಮುದಾಯದ ಮುಖಂಡರುಗಳಿಗೆ ಹೆಚ್ಚು ನಿಗಮ ಮಂಡಳಿಗಳಲ್ಲಿ ಸ್ಥಾನಮಾನ ನೀಡಿ ಸಾಮಾಜಿಕ ನ್ಯಾಯ ಎತ್ತಿ ಹಿಡಿಯಬೇಕೆಂದು ಒತ್ತಾಯಿಸಲಾಯಿತು. ತಪ್ಪಿದಲ್ಲಿ ಸಮುದಾಯದಲ್ಲಿ ಇದೇ ಸರ್ಕಾರದ ಬಗ್ಗೆ ತಪ್ಪು ಸಂದೇಶ ಹೋಗಿ ಮುಂದಿನ ದಿನಗಳಲ್ಲಿ ಇದರ ಪರಿಣಾಮವನ್ನು ಸರ್ಕಾರ ಎದುರಿಸಬೇಕಾಗುತ್ತದೆ ಎಂದು ಎಚ್ಚರಿಸಲಾಯಿತು. ಒಳಮೀಸಲಾತಿ ಜಾರಿಯಾದ ನಂತರ ಎಸ್.ಎ, ಎಸ್.ಬಿ ಹೆಸರಲ್ಲಿ ನೀಡಿರುವ ಜಾತಿ ಪ್ರಮಾಣ ಪತ್ರಗಳ ಬದಲಿಗೆ ಉಪಜಾತಿಯ ಹೆಸರನ್ನೇ ನಮೂದಿಸಿ ಪ್ರಮಾಣ ಪತ್ರ ನೀಡಲು ಸೂಕ್ತ ಆದೇಶ ಹೊರಡಿಸಿ ಅನಂತರ ಉದ್ಯೋಗದ ಪ್ರಕ್ರಿಯೆ ಮತ್ತು ಶಿಕ್ಷಣಕ್ಕೆ ಸಂಬಂಧಿಸಿದ ಪ್ರವೇಶ ಸೂಚನೆಗಳನ್ನು ಹೊರಡಿಸಬೇಕು ಎಂದು ಮನವಿ ಮಾಡಲಾಯಿತು. ಸಭೆಯಲ್ಲಿ ಒಳಮೀಸಲಾತಿ ಹೋರಾಟ ಸಮಿತಿಯ ಅಧ್ಯಕ್ಷರಾದ ಡಾ.ವೈ.ಕೆ.ಬಾಲಕೃಷ್ಣಪ್ಪ, ಜಿ.ಪಂ. ಮಾಜಿ ಸದಸ್ಯ ಕೆಂಚಮಾರಯ್ಯ, ನಗರಸಭೆ ಮಾಜಿ ಸದಸ್ಯ ಶಿವರಾಮಯ್ಯ, ನರಸಿಂಹಯ್ಯ, ಶಿವಕುಮಾರ್, ಕೊಡಿಯಾಲ ಮಹದೇವ್, ಡಿ.ಟಿ.ವೆಂಕಟೇಶ್, ಶಿವಣ್ಣ, ನರಸಿಂಹರಾಜು, ಹೆಗ್ಗೆರೆ ಕೃಷ್ಣಪ್ಪ, ಚಂದ್ರಶೇಖರ್ ಸೇರಿದಂತೆ ಹಲವರಿದ್ದರು. (773, 164, 1115, 375)
story10-col4: ಎಪಿಸಿಯೋಟಮಿಯು ಸಾಮಾನ್ಯ ಯೋನಿ ಹೆರಿಗೆಯ ಸಮಯದಲ್ಲಿ ನಡೆಸುವ ಪ್ರಕ್ರಿಯೆಯಾಗಿದ್ದು ಇದರ ಸರಿಯಾದ ನಿರ್ವಹಣೆ ಅತ್ಯಗತ್ಯ. ವೈದ್ಯರು ಮತ್ತು ಶುಶ್ರೂಷಕರಿಗೆ ಈ ಕುರಿತು ಪ್ರಾಯೋಗಿಕ ತರಬೇತಿ ನೀಡಲಾಯಿತು. ಸಾಂಪ್ರದಾಯಿಕ ವಿಧಾನಗಳ ಜೊತೆಗೆ ಆಧುನಿಕ ತಂತ್ರಜ್ಞಾನ ಬಳಸಿಕೊಂಡು ಸುರಕ್ಷಿತ ಹೆರಿಗೆ ಸಾಧ್ಯವಾಗಿಸುವುದು ಗುರಿಯಾಗಿದೆ. ಮಾನವ ದೇಹದ ಮಾದರಿಗಳನ್ನು ಬಳಸಿ ಸಿಬ್ಬಂದಿಗೆ ಕೌಶಲ್ಯ ತರಬೇತಿ ನೀಡಲಾಗುತ್ತದೆ. ಆರೋಗ್ಯ ಸಿಬ್ಬಂದಿಯ ಆತ್ಮವಿಶ್ವಾಸ ಹೆಚ್ಚಿಸುವ ನಿಟ್ಟಿನಲ್ಲಿ ಈ ಕಾರ್ಯಕ್ರಮ ಸಹಕಾರಿಯಾಗಲಿದೆ. ಗ್ರಾಮೀಣ ಮಹಿಳೆಯರ ಆರೋಗ್ಯ ಸುಧಾರಣೆಗೆ ಇದು ಮಹತ್ವದ ಹೆಜ್ಜೆಯಾಗಿದೆ ಎಂದು ಡಾ.ರವಿ ತಿಳಿಸಿದರು. (1246, 2111, 1504, 2286)
story5-headline-line1: ನಾಳೆ ಮಹಾತ್ಮಗಾಂಧಿ (97, 1535, 320, 1575)
story1-photo (324, 162, 757, 384)
story1-col3: ಮಾದಿಗ ಸಮುದಾಯದ ಬೆಂಬಲದಿಂದ ಜಿಲ್ಲೆಯಲ್ಲಿ ಆಡಳಿತ ಪಕ್ಷ 7 ವಿಧಾನಸಭಾ ಕ್ಷೇತ್ರಗಳಲ್ಲಿ ಗೆಲುವು ಪಡೆದಿದ್ದು, ಈ ಸಮುದಾಯದ ಕೊಡುಗೆ ಅತಿ ಹೆಚ್ಚು ಇರುವುದರ ಬಗ್ಗೆ ಸರ್ಕಾರ ಗಮನಿಸಬೇಕು ಎಂದರು. ವರ್ಷಗಟ್ಟಲೆಯಿಂದ ಬೇಡಿಕೆ ಈಡೇರಿಸದೇ ಇರುವುದು ಸಮುದಾಯದ ಆಕ್ರೋಶಕ್ಕೆ ಕಾರಣವಾಗಿದೆ. ಸಮುದಾಯದ ಮುಖಂಡರುಗಳು ಸರ್ಕಾರದ ಮೇಲೆ ಒತ್ತಡ ತರಬೇಕು. ಹಲವು ಪದಾಧಿಕಾರಿಗಳು ಹಾಗೂ ಸಮುದಾಯದ ಮುಖಂಡರು ಸಭೆಯಲ್ಲಿ ಭಾಗವಹಿಸಿ ಅಭಿಪ್ರಾಯ ಹಂಚಿಕೊಂಡರು. ದೌರ್ಜನ್ಯ ತಡೆ ಕಾಯ್ದೆಯಡಿ ಪ್ರಕರಣ ದಾಖಲಿಸಿ ನ್ಯಾಯ ಒದಗಿಸಬೇಕು ಎಂದು ಮನವಿ ಮಾಡಲಾಯಿತು. (546, 395, 758, 587)
story10-headline-line1: ಆಧುನಿಕ ವೈದ್ಯಕೀಯ ಸೌಲಭ್ಯ ಹಿಂದುಳಿದ ಪ್ರದೇಶಗಳಲ್ಲಿ (525, 1955, 1392, 2014)
story5-headline-line2: ಜಯಂತಿ ಆಚರಣೆ (111, 1583, 306, 1623)
story3-body: ತಿಪಟೂರು: ಗುರುವಿನ ಕಟ್ಟಾ ಹೋಬಳಿಯ ಕೆರಗೋಡಿ ಹಾಲು ಉತ್ಪಾದಕರ ಸಹಕಾರ ಸಂಘದ ನೂತನ ಅಧ್ಯಕ್ಷರಾಗಿ ದಿನೇಶ್.ಎ.ಎಸ್. ಬೈರಾಪುರ ಹಾಗೂ ಉಪಾಧ್ಯಕ್ಷರಾಗಿ ರಾಜಶೇಖರ್.ಕೆ. ಕುರಿಕೆರೆ ಅವಿರೋಧವಾಗಿ ಆಯ್ಕೆಯಾಗಿದ್ದಾರೆ ಎಂದು ಚುನಾವಣಾ ಅಧಿಕಾರಿ ರಂಗನಾಥ್ ತಿಳಿಸಿದರು. ಈ ಸಂದರ್ಭದಲ್ಲಿ ಸಾಮಾನ್ಯ ಸ್ಥಾನಕ್ಕೆ ಸ್ಥಾನದಿಂದ ಬಸವರಾಜು, ಮಲ್ಲಿಕಾರ್ಜುನ್.ಕೆ.ಎಸ್, ಶಿವಾನಂದಸ್ವಾಮಿ.ಕೆ.ಸಿ, ಕೆಂಚಪ್ಪ, ಹರೀಶ್.ಎ.ಎಸ್. ಆಯ್ಕೆಯಾಗಿದ್ದು ಮಹಿಳಾ ಕ್ಷೇತ್ರದಿಂದ ಎಸ್.ಪಿ.ನಿರ್ಮಲ, ಸೌಭಾಗ್ಯ, ಹಿಂದುಳಿದ ವರ್ಗದಿಂದ ಪ್ರಕಾಶ್.ಕೆ.ಆರ್. ಆಯ್ಕೆಯಾದರು. ಚುನಾವಣಾ ಅಧಿಕಾರಿ ರಂಗನಾಥ್, ಸಂಘದ ಮುಖ್ಯ ಕಾರ್ಯನಿರ್ವಾಹಕ ಅಧಿಕಾರಿ ಸಿದ್ದರಾಮಣ್ಣ.ಕೆ.ಬಿ ಹಾಜರಿದ್ದರು. (15, 841, 399, 962)
story2-headline-line1: ಬೊಮ್ಮೇನಹಳ್ಳಿ ದೇಗುಲದಲ್ಲಿ (1174, 86, 1466, 124)
story7-headline-line1: ಶರನ್ನವರಾತ್ರಿ ಪ್ರಯುಕ್ತ (1211, 1084, 1425, 1121)
story4-headline-line2: ಮುಖ್ಯಮಂತ್ರಿ ಮಾಡಿ (108, 1121, 309, 1158)
paper-logo-icon (45, 10, 61, 25)
masthead-bar (0, 0, 1537, 34)
story2-body: ತುಮಕೂರು: ತಾಲ್ಲೂಕು ಕೆಸರುಮಡು ಬಳಿಯಿರುವ ಬೊಮ್ಮೇನಹಳ್ಳಿ ಗ್ರಾಮದಲ್ಲಿ ನೆಲೆಸಿರುವ ಶ್ರೀ ಆದಿಶಕ್ತಿ ಚಾಮುಂಡೇಶ್ವರಿ ದೇವಾಲಯದಲ್ಲಿ ನವರಾತ್ರಿ ಕಾರ್ಯಕ್ರಮವು ದಿನಾಂಕ 22-09-2025 ರಿಂದ ನಡೆಯುತ್ತಿದ್ದು ಈ ಪ್ರಯುಕ್ತ ದೇವಿಗೆ ಪ್ರತಿ ದಿನವು ಬಗೆಬಗೆಯ ಅಲಂಕಾರವನ್ನು ಮಾಡಲಾಗಿದೆ. ಪ್ರತಿದಿನ ವಿಶೇಷ ಪೂಜೆ, ಹೋಮ ಹವನಗಳು ನಡೆಯುತ್ತಿದ್ದು ಭಕ್ತಾದಿಗಳು ದೇವಿಯ ದರ್ಶನ ಪಡೆದು ಪುನೀತರಾಗುತ್ತಿದ್ದಾರೆ. ಲಲಿತಾ ಸಹಸ್ರನಾಮ ಪಾರಾಯಣ, ಭಜನೆ ಮತ್ತು ಸಾಂಸ್ಕೃತಿಕ ಕಾರ್ಯಕ್ರಮಗಳನ್ನು ಆಯೋಜಿಸಲಾಗಿದೆ. ದಿನಾಂಕ 01-10-2025 ಬುಧವಾರ ಮತ್ತು 02-10-2025ರಂದು ಗುರುವಾರ ಆಯುಧಪೂಜೆ ಹಾಗೂ ವಿಜಯದಶಮಿ ಅಂಗವಾಗಿ ವಿಶೇಷ ಹೋಮ ಹಾಗೂ ಪೂಜೆ ಕೈಂಕರ್ಯಗಳು ನಡೆಯಲಿದ್ದು ಭಕ್ತಾದಿಗಳು ಆಗಮಿಸಿ ದೇವಿಯ ಕೃಪೆಗೆ ಪಾತ್ರರಾಗಬೇಕೆಂದು ದೇವಾಲಯದ ಟ್ರಸ್ಟ್ ಅಧ್ಯಕ್ಷರಾದ ಎ.ಎನ್. ಚಿಕ್ಕಬುಡ್ಡೇಗೌಡರು ಮನವಿ ಮಾಡಿದ್ದಾರೆ. ಇನ್ನು ಈ ಸಂದರ್ಭದಲ್ಲಿ ದೇವಸ್ಥಾನದಿಂದ ಭಕ್ತಾದಿಗಳಿಗೆ ಪ್ರಸಾದ ವಿನಿಯೋಗ ವ್ಯವಸ್ಥೆ ಮಾಡಲಾಗಿದೆ. ಈ ಸಂದರ್ಭದಲ್ಲಿ ದೇವಸ್ಥಾನ ಟ್ರಸ್ಟ್ ಅಧ್ಯಕ್ಷರಾದ ಎ.ಎನ್.ಚಿಕ್ಕಬುಡ್ಡೇಗೌಡ, ಉಪಾಧ್ಯಕ್ಷರಾದ ನಾಗರಾಜು (ಎಲ್ಐಸಿ), ಕಾರ್ಯದರ್ಶಿ ರಾಮಕೃಷ್ಣಯ್ಯ, ಖಜಾಂಚಿ ಮಲ್ಲಯ್ಯ, ಶಿವರಾಮು, ನರಸಿಂಹಯ್ಯ, ರಂಗನಾಥ, ನಾಗರಾಜಪ್ಪ (ಪ್ರಸ್), ಫೈನಾನ್ಸ್ ಹಾಗೂ ಮುಂತಾದವರು ಉಪಸ್ಥಿತರಿದ್ದರು. (1134, 382, 1501, 610)
section-rule (413, 1260, 1115, 1261)
story2-headline-box (1134, 83, 1506, 167)
page-number: ಪುಟ 2 (1466, 8, 1504, 26)
story4-headline-line1: ಡಾ.ಜಿ.ಪರಮೇಶ್ವರ್ ಅವರನ್ನು (57, 1081, 359, 1118)
story6-col2: ಮುಖಂಡರು ಸಭೆಯಲ್ಲಿ ಪಾಲ್ಗೊಂಡು ಮಾತನಾಡಿದರು. ಸಮಾಜ ಕಲ್ಯಾಣ ಇಲಾಖೆಯ ಸಹಾಯಕ ನಿರ್ದೇಶಕರು ಮಾತನಾಡಿ, ಮಹರ್ಷಿ ವಾಲ್ಮೀಕಿ ಜಯಂತಿಯಂದು ಬೆಳಿಗ್ಗೆ ಮೆರವಣಿಗೆ ನಡೆಯಲಿದ್ದು ನಂತರ ವೇದಿಕೆ ಕಾರ್ಯಕ್ರಮ ನಡೆಯಲಿದೆ. ಕಾರ್ಯಕ್ರಮದಲ್ಲಿ ವಿಶೇಷ ಉಪನ್ಯಾಸ ನೀಡಲು ವಿದ್ವಾಂಸರನ್ನು ಆಹ್ವಾನಿಸಲಾಗುವುದು. ಸಮುದಾಯದ ಸಾಧಕರಿಗೆ ಸನ್ಮಾನ ಕಾರ್ಯಕ್ರಮ ಏರ್ಪಡಿಸಲಾಗುವುದು ಎಂದು ತಿಳಿಸಿದರು. ಪಟ್ಟಣವನ್ನು ತಳಿರು ತೋರಣಗಳಿಂದ ಅಲಂಕರಿಸಲು ಸೂಚಿಸಲಾಯಿತು. (645, 930, 869, 1087)
story5-caption: ತುಮಕೂರು ಮಹಾನಗರ ಪಾಲಿಕೆಯಲ್ಲಿ ಆಯುಧ ಪೂಜೆಯನ್ನು ಆಚರಿಸಲಾಯಿತು. ಮುಖ್ಯ ಲೆಕ್ಕಾಧಿಕಾರಿ ವಿಶ್ವನಾಥ್, ಮಹೇಶ್, ಪ್ರಶಾಂತ್ ಮತ್ತು ಸಿಬ್ಬಂದಿ ವರ್ಗದವರು ಹಾಜರಿದ್ದರು. (15, 2302, 403, 2333)
section-rule (45, 613, 384, 614)
story10-banner-text: A PROJECT (1104, 2127, 1176, 2141)
